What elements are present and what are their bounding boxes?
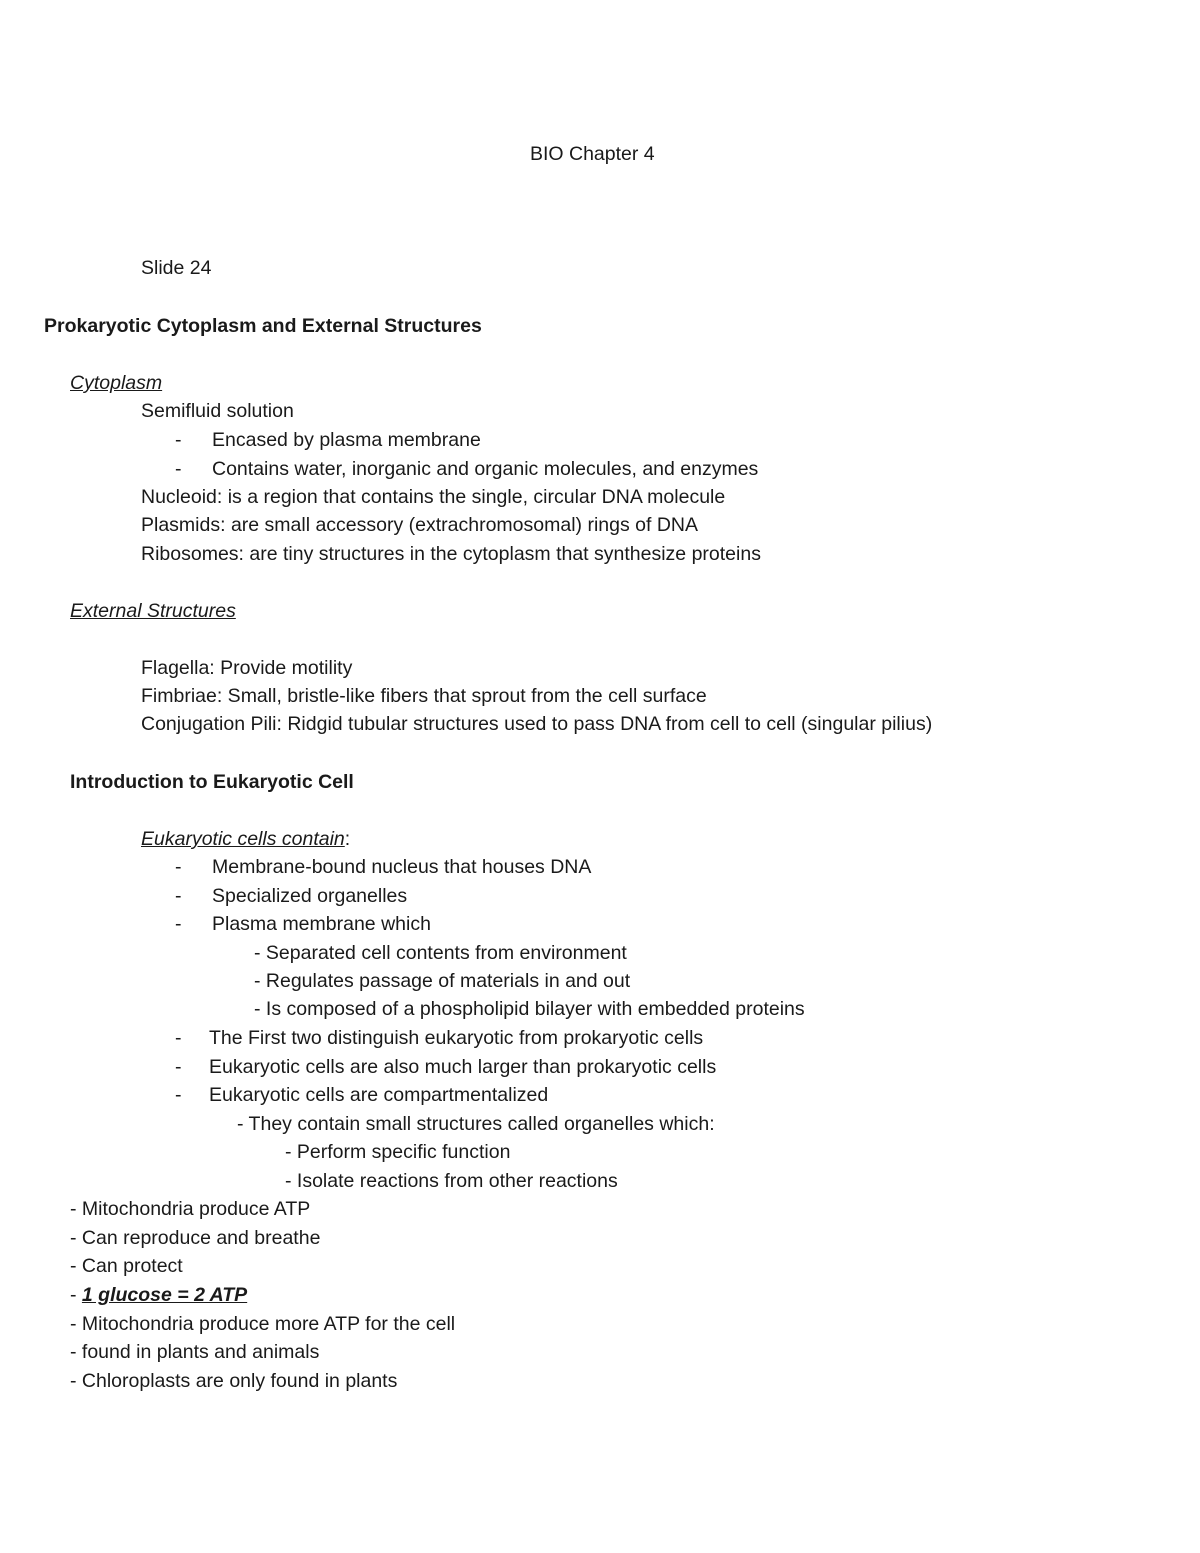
- external-line: Fimbriae: Small, bristle-like fibers that sprout from the cell surface: [141, 685, 707, 707]
- eukaryotic-bullet: Plasma membrane which: [212, 913, 431, 935]
- cytoplasm-line: Plasmids: are small accessory (extrachromosomal) rings of DNA: [141, 514, 698, 536]
- external-structures-label: External Structures: [70, 600, 236, 622]
- eukaryotic-bullet: The First two distinguish eukaryotic from prokaryotic cells: [209, 1027, 704, 1049]
- cytoplasm-label: Cytoplasm: [70, 372, 163, 394]
- note-line: - Mitochondria produce ATP: [70, 1198, 311, 1220]
- eukaryotic-bullet: Specialized organelles: [212, 885, 408, 907]
- bullet-marker: -: [175, 1027, 182, 1049]
- organelles-sub-sub-line: - Isolate reactions from other reactions: [285, 1170, 618, 1192]
- note-highlight-prefix: -: [70, 1284, 82, 1306]
- glucose-atp-highlight: 1 glucose = 2 ATP: [81, 1284, 248, 1306]
- cytoplasm-line: Semifluid solution: [141, 400, 294, 422]
- cytoplasm-bullet: Encased by plasma membrane: [212, 429, 481, 451]
- page-title: BIO Chapter 4: [530, 143, 655, 165]
- organelles-sub-sub-line: - Perform specific function: [285, 1141, 511, 1163]
- bullet-marker: -: [175, 1056, 182, 1078]
- cytoplasm-line: Nucleoid: is a region that contains the single, circular DNA molecule: [141, 486, 726, 508]
- organelles-sub-line: - They contain small structures called organelles which:: [237, 1113, 715, 1135]
- slide-label: Slide 24: [141, 257, 212, 279]
- cytoplasm-line: Ribosomes: are tiny structures in the cytoplasm that synthesize proteins: [141, 543, 761, 565]
- note-line: - Chloroplasts are only found in plants: [70, 1370, 398, 1392]
- bullet-marker: -: [175, 458, 182, 480]
- bullet-marker: -: [175, 1084, 182, 1106]
- section-heading-eukaryotic: Introduction to Eukaryotic Cell: [70, 771, 354, 793]
- eukaryotic-contain-colon: :: [344, 828, 351, 850]
- eukaryotic-bullet: Eukaryotic cells are also much larger than prokaryotic cells: [209, 1056, 717, 1078]
- note-line: - Can reproduce and breathe: [70, 1227, 321, 1249]
- external-line: Conjugation Pili: Ridgid tubular structures used to pass DNA from cell to cell (singular pilius): [141, 713, 933, 735]
- note-line: - found in plants and animals: [70, 1341, 320, 1363]
- section-heading-prokaryotic: Prokaryotic Cytoplasm and External Structures: [44, 315, 482, 337]
- cytoplasm-bullet: Contains water, inorganic and organic molecules, and enzymes: [212, 458, 759, 480]
- external-line: Flagella: Provide motility: [141, 657, 353, 679]
- bullet-marker: -: [175, 913, 182, 935]
- note-line: - Can protect: [70, 1255, 183, 1277]
- note-line-highlight: [70, 1283, 247, 1307]
- bullet-marker: -: [175, 856, 182, 878]
- bullet-marker: -: [175, 885, 182, 907]
- eukaryotic-bullet: Membrane-bound nucleus that houses DNA: [212, 856, 592, 878]
- plasma-membrane-sub-bullet: - Is composed of a phospholipid bilayer with embedded proteins: [254, 998, 805, 1020]
- eukaryotic-contain-label: Eukaryotic cells contain: [141, 828, 345, 850]
- note-line: - Mitochondria produce more ATP for the cell: [70, 1313, 456, 1335]
- eukaryotic-bullet: Eukaryotic cells are compartmentalized: [209, 1084, 549, 1106]
- plasma-membrane-sub-bullet: - Separated cell contents from environment: [254, 942, 627, 964]
- bullet-marker: -: [175, 429, 182, 451]
- plasma-membrane-sub-bullet: - Regulates passage of materials in and out: [254, 970, 631, 992]
- eukaryotic-contain-label-wrap: [141, 827, 350, 851]
